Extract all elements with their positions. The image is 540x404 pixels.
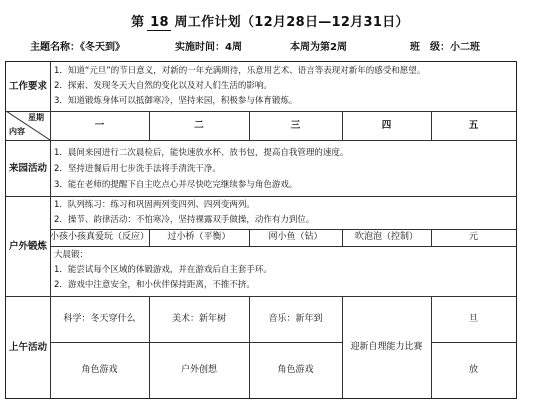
requirement-item: 3．知道锻炼身体可以抵御寒冷，坚持来园，积极参与体育锻炼。	[54, 96, 298, 106]
day-header-wed: 三	[290, 120, 301, 131]
outdoor-game-fri: 元	[468, 232, 478, 242]
activity-mon-2: 角色游戏	[81, 364, 118, 375]
weekly-plan-table	[5, 61, 517, 399]
arrival-content	[50, 140, 516, 196]
morning-activity-label: 上午活动	[8, 341, 47, 353]
page-title	[0, 11, 540, 31]
requirement-item: 2．探索、发现冬天大自然的变化以及对人们生活的影响。	[54, 81, 272, 91]
activity-tue-1: 美术：新年树	[171, 313, 226, 324]
morning-exercise-label: 大晨锻：	[54, 250, 89, 260]
outdoor-game-tue: 过小桥（平衡）	[167, 232, 231, 242]
outdoor-content	[50, 196, 516, 229]
arrival-label: 来园活动	[8, 162, 47, 174]
arrival-item: 3．能在老师的提醒下自主吃点心并尽快吃完继续参与角色游戏。	[54, 180, 298, 190]
morning-exercise-item: 1．能尝试每个区域的体锻游戏，并在游戏后自主套手环。	[54, 265, 272, 275]
day-header-tue: 二	[194, 120, 204, 131]
outdoor-item: 2．操节、韵律活动：不怕寒冷，坚持裸露双手做操，动作有力到位。	[54, 215, 315, 225]
activity-wed-2: 角色游戏	[277, 364, 314, 375]
outdoor-item: 1．队列练习：练习和巩固两列变四列、四列变两列。	[54, 200, 255, 210]
title-prefix: 第	[131, 15, 145, 30]
activity-tue-2: 户外创想	[180, 364, 217, 375]
day-header-fri: 五	[468, 120, 479, 131]
outdoor-label: 户外锻炼	[8, 240, 47, 252]
activity-fri-2: 放	[468, 364, 478, 375]
duration: 实施时间：4周	[175, 42, 242, 53]
requirement-item: 1．知道“元旦”的节日意义，对新的一年充满期待，乐意用艺术、语言等表现对新年的感受和愿望。	[54, 66, 426, 76]
week-number: 18	[147, 15, 171, 31]
activity-fri-1: 旦	[468, 313, 478, 324]
theme-name: 主题名称：《冬天到》	[30, 42, 125, 53]
class-name: 班 级：小二班	[410, 42, 480, 53]
day-header-mon: 一	[94, 120, 105, 131]
outdoor-game-mon: 小孩小孩真爱玩（反应）	[50, 232, 150, 242]
arrival-item: 1．晨间来园进行二次晨检后，能快速放水杯、放书包，提高自我管理的速度。	[54, 148, 349, 158]
current-week: 本周为第2周	[290, 42, 347, 53]
requirements-label: 工作要求	[8, 81, 47, 92]
activity-wed-1: 音乐：新年到	[268, 313, 323, 324]
activity-thu-merged: 迎新自理能力比赛	[350, 341, 423, 352]
corner-content-label: 内容	[9, 127, 25, 136]
activity-mon-1: 科学：冬天穿什么	[63, 313, 136, 324]
arrival-item: 2．坚持进餐后用七步洗手法将手清洗干净。	[54, 164, 221, 174]
day-header-thu: 四	[381, 120, 392, 131]
outdoor-game-wed: 网小鱼（钻）	[268, 232, 323, 242]
morning-exercise-item: 2．游戏中注意安全，和小伙伴保持距离，不推不挤。	[54, 280, 255, 290]
title-suffix: 周工作计划（12月28日—12月31日）	[174, 15, 409, 30]
outdoor-game-thu: 吹泡泡（控制）	[354, 232, 418, 242]
morning-exercise-content	[50, 246, 516, 296]
requirements-content	[50, 62, 516, 111]
plan-info-bar	[30, 38, 520, 54]
corner-weekday-label: 星期	[28, 113, 44, 122]
